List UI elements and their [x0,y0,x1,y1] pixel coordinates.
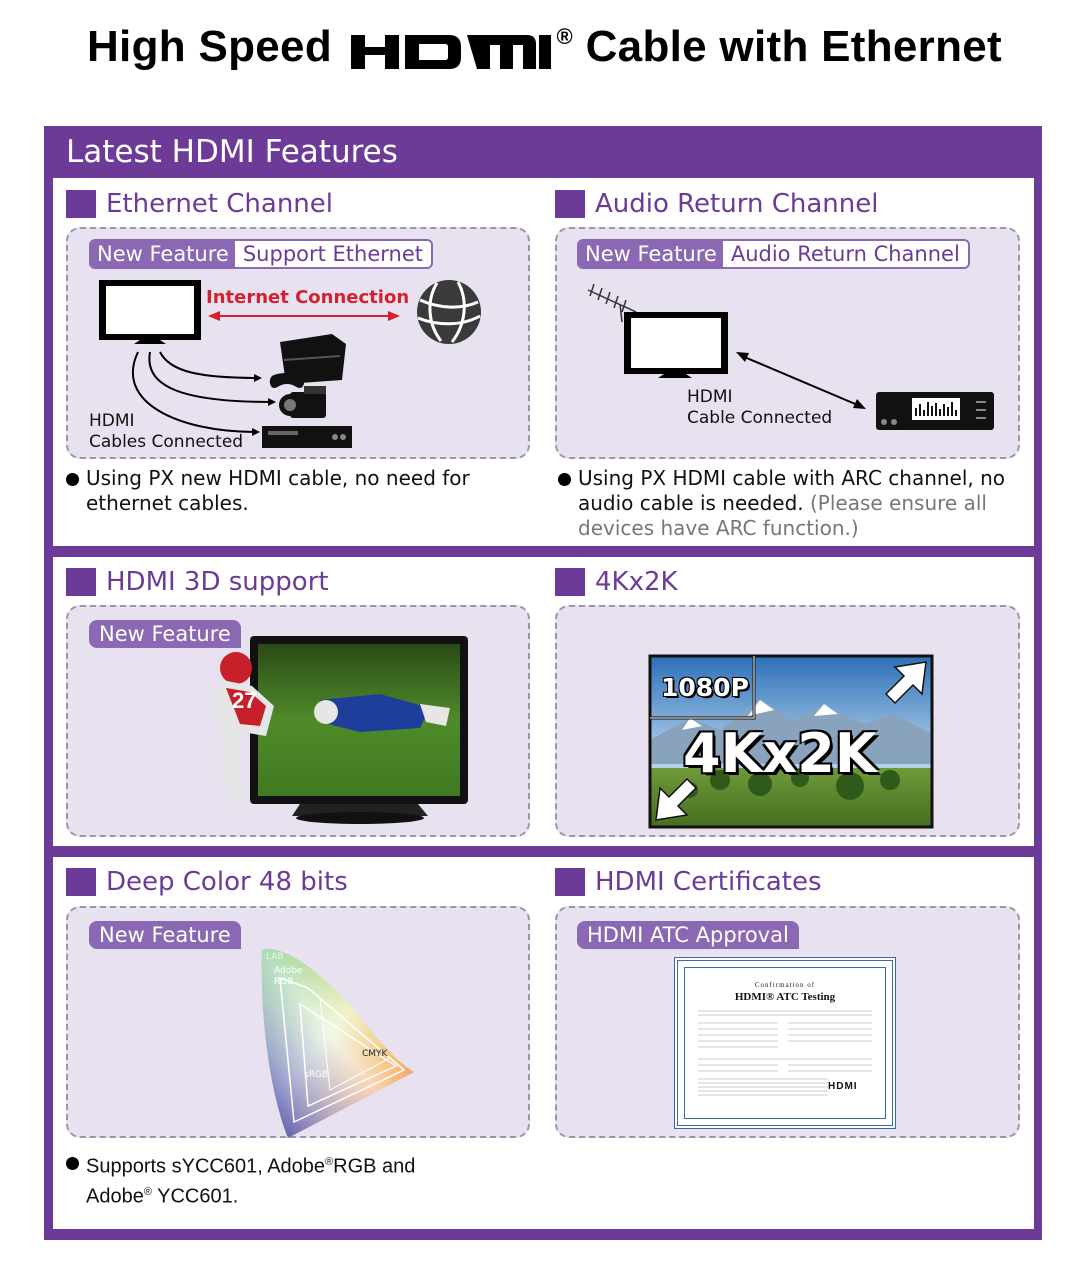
bullet-dot [66,1157,79,1170]
certificates-pill: HDMI ATC Approval [577,921,799,949]
certificate-document [674,957,896,1129]
deep-color-bullet-line1-a: Supports sYCC601, Adobe [86,1155,326,1178]
internet-label: Internet Connection [206,287,410,308]
gamut-label-srgb: sRGB [304,1070,329,1080]
arc-heading-text: Audio Return Channel [595,189,879,219]
gamut-label-adobe: Adobe RGB [274,966,303,987]
registered-mark: ® [556,24,574,49]
arc-bullet-text: Using PX HDMI cable with ARC channel, no audio cable is needed. [578,466,1006,515]
ethernet-bullet-text: Using PX new HDMI cable, no need for ethernet cables. [86,466,470,515]
certificate-lines [678,961,892,1125]
deep-color-heading-text: Deep Color 48 bits [106,867,348,897]
certificate-title-2: HDMI® ATC Testing [734,991,836,1003]
certificate-title-1: Confirmation of [754,981,816,989]
label-4kx2k: 4Kx2K [683,722,877,785]
deep-color-bullet-line1-b: RGB and [333,1155,416,1178]
tag-new-feature: New Feature [579,241,723,267]
registered-mark: ® [143,1185,152,1198]
deep-color-bullet-line2-a: Adobe [86,1185,144,1208]
title-after: Cable with Ethernet [585,22,1003,71]
features-frame-title: Latest HDMI Features [66,134,398,170]
fourk-heading-text: 4Kx2K [595,567,678,597]
arc-cable-label-line2: Cable Connected [687,408,833,428]
title-before: High Speed [86,22,333,71]
label-1080p: 1080P [661,673,749,702]
certificate-hdmi-logo: HDMI [828,1081,858,1092]
svg-text:27: 27 [232,688,257,713]
arc-bullet-note: (Please ensure all devices have ARC function.) [578,491,987,540]
gamut-label-cmyk: CMYK [362,1049,388,1059]
three-d-pill: New Feature [89,620,241,648]
deep-color-bullet [66,1150,526,1209]
tag-audio-return: Audio Return Channel [723,241,968,267]
deep-color-bullet-line2-b: YCC601. [151,1185,239,1208]
cables-label-line2: Cables Connected [89,432,244,452]
ethernet-heading-text: Ethernet Channel [106,189,334,219]
certificates-heading [555,867,822,897]
section-marker [555,868,585,896]
cables-label-line1: HDMI [89,411,135,431]
tag-support-ethernet: Support Ethernet [235,241,431,267]
gamut-label-lab: LAB [266,952,284,962]
certificates-heading-text: HDMI Certificates [595,867,822,897]
three-d-heading-text: HDMI 3D support [106,567,329,597]
deep-color-pill: New Feature [89,921,241,949]
tag-new-feature: New Feature [91,241,235,267]
arc-cable-label-line1: HDMI [687,387,733,407]
registered-mark: ® [325,1156,334,1168]
